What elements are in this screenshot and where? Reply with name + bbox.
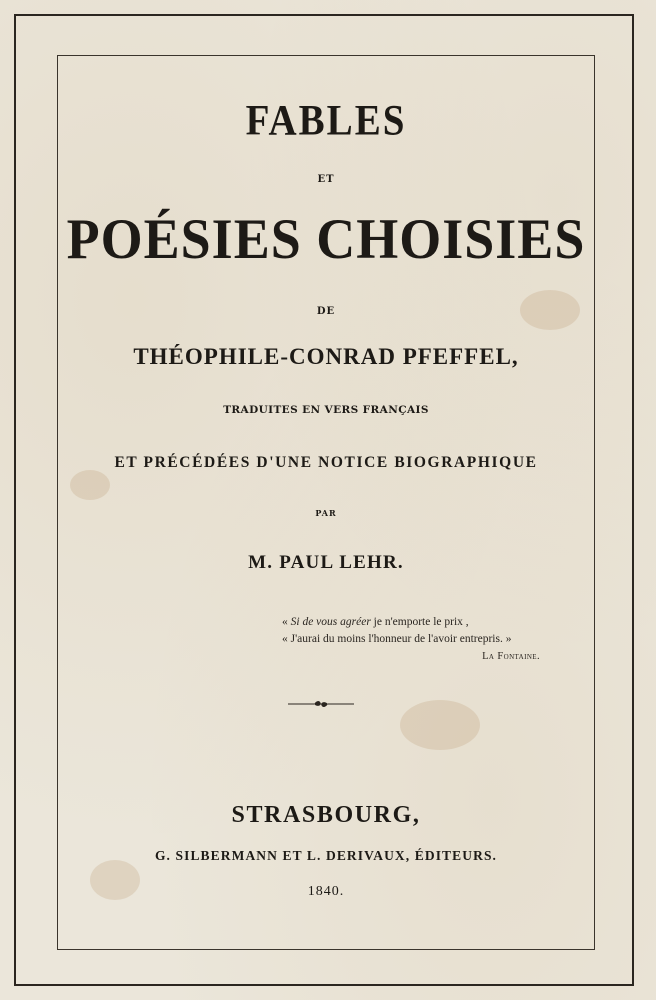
imprint-year: 1840. [307,884,345,899]
epigraph-attribution: La Fontaine. [482,651,540,662]
translator-name: M. PAUL LEHR. [248,552,404,573]
title-fables: FABLES [245,96,407,145]
title-poesies-choisies: POÉSIES CHOISIES [66,207,586,271]
subtitle-translated: TRADUITES EN VERS FRANÇAIS [223,404,429,416]
ornament-divider [286,698,356,710]
preposition-de: DE [316,306,336,317]
subtitle-biographical-notice: ET PRÉCÉDÉES D'UNE NOTICE BIOGRAPHIQUE [114,454,538,471]
preposition-par: PAR [315,508,337,518]
epigraph-line-1 [282,614,562,631]
imprint-publishers: G. SILBERMANN ET L. DERIVAUX, ÉDITEURS. [154,848,498,863]
author-name: THÉOPHILE-CONRAD PFEFFEL, [133,344,519,369]
epigraph [282,614,562,665]
conjunction-et: ET [317,174,335,185]
imprint-city: STRASBOURG, [231,802,421,828]
epigraph-line-2: « J'aurai du moins l'honneur de l'avoir entrepris. » [282,633,512,645]
epigraph-line-1-rest: je n'emporte le prix , [370,616,469,628]
epigraph-quote-mark: « [282,616,291,628]
epigraph-italic-phrase: Si de vous agréer [290,616,371,628]
